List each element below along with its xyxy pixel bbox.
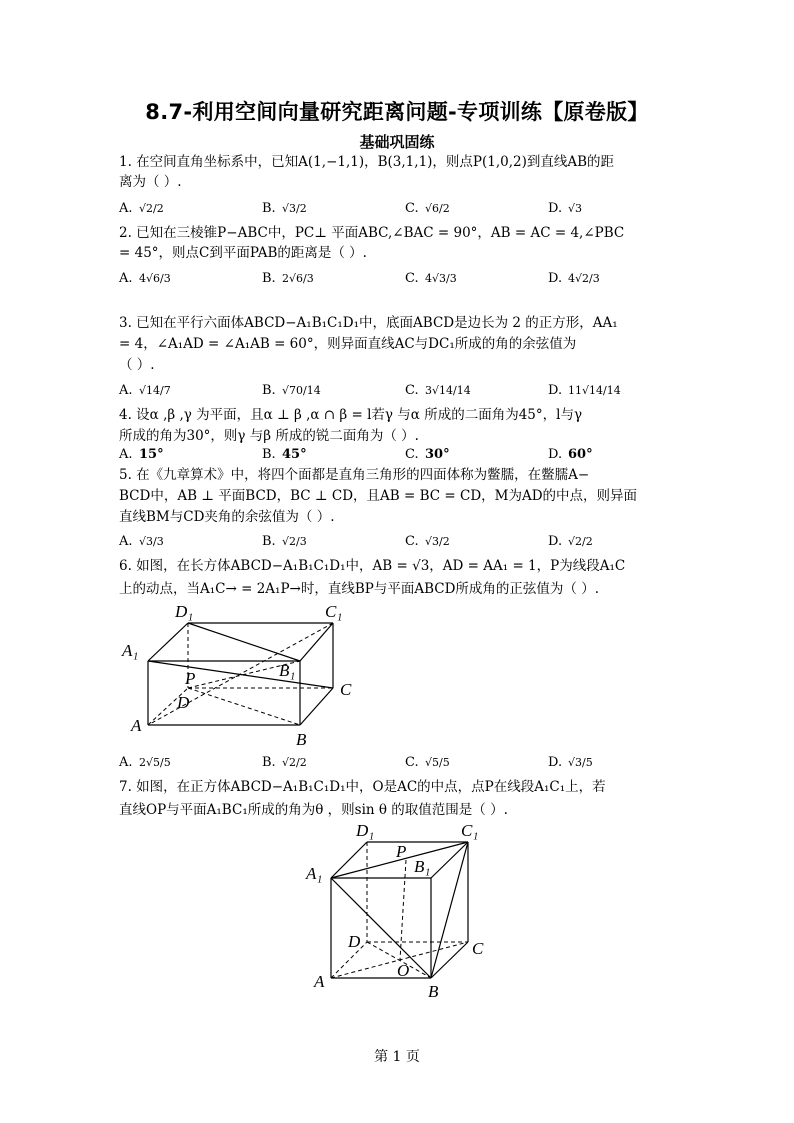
option-a[interactable]: A. 15° (119, 447, 164, 462)
option-b[interactable]: B. √2/2 (262, 755, 307, 770)
label-c: C (472, 939, 484, 958)
question-3-options (119, 380, 719, 404)
section-heading: 基础巩固练 (359, 133, 435, 151)
label-c1: C₁ (461, 821, 479, 840)
question-6-options (119, 752, 719, 776)
option-a[interactable]: A. √3/3 (119, 534, 164, 549)
option-d[interactable]: D. √3 (548, 201, 583, 216)
label-b: B (428, 982, 439, 1001)
option-b[interactable]: B. √3/2 (262, 201, 307, 216)
label-a: A (131, 716, 142, 735)
question-4-line-2: 所成的角为30°，则γ 与β 所成的锐二面角为（ ）. (119, 428, 419, 444)
page-title: 8.7-利用空间向量研究距离问题-专项训练【原卷版】 (145, 100, 649, 124)
option-a[interactable]: A. 4√6/3 (119, 271, 171, 286)
option-d[interactable]: D. √3/5 (548, 755, 593, 770)
figure-6-svg (119, 598, 369, 748)
figure-7-svg (300, 815, 500, 1005)
option-b[interactable]: B. 2√6/3 (262, 271, 314, 286)
question-3-line-3: （ ）. (119, 357, 155, 373)
question-7-line-1: 7. 如图，在正方体ABCD−A₁B₁C₁D₁中，O是AC的中点，点P在线段A₁C₁上，若 (119, 779, 606, 795)
option-d[interactable]: D. 11√14/14 (548, 383, 621, 398)
label-b1: B₁ (279, 661, 296, 680)
question-5-line-1: 5. 在《九章算术》中，将四个面都是直角三角形的四面体称为鳖臑，在鳖臑A− (119, 467, 590, 483)
question-3-line-2: = 4，∠A₁AD = ∠A₁AB = 60°，则异面直线AC与DC₁所成的角的余弦值为 (119, 336, 577, 352)
question-4-options (119, 444, 719, 468)
label-d: D (177, 693, 190, 712)
figure-6-cuboid (119, 598, 369, 748)
label-o: O (397, 961, 410, 980)
question-5-options (119, 531, 719, 555)
option-d[interactable]: D. 60° (548, 447, 593, 462)
option-c[interactable]: C. 3√14/14 (405, 383, 471, 398)
question-6-line-2: 上的动点，当A₁C→ = 2A₁P→时，直线BP与平面ABCD所成角的正弦值为（ ）. (119, 581, 600, 597)
option-b[interactable]: B. √70/14 (262, 383, 321, 398)
question-5-line-3: 直线BM与CD夹角的余弦值为（ ）. (119, 509, 335, 525)
question-1-line-2: 离为（ ）. (119, 174, 182, 190)
option-d[interactable]: D. 4√2/3 (548, 271, 600, 286)
option-a[interactable]: A. √14/7 (119, 383, 171, 398)
question-1-options (119, 198, 719, 222)
label-c1: C₁ (325, 602, 343, 621)
option-b[interactable]: B. √2/3 (262, 534, 307, 549)
label-d1: D₁ (175, 602, 194, 621)
question-2-line-2: = 45°，则点C到平面PAB的距离是（ ）. (119, 245, 367, 261)
option-c[interactable]: C. 4√3/3 (405, 271, 457, 286)
figure-7-cube (300, 815, 500, 1005)
label-d1: D₁ (356, 821, 375, 840)
question-2-line-1: 2. 已知在三棱锥P−ABC中，PC⊥ 平面ABC,∠BAC = 90°，AB = AC = 4,∠PBC (119, 225, 625, 241)
option-b[interactable]: B. 45° (262, 447, 307, 462)
label-c: C (340, 680, 352, 699)
label-a: A (314, 972, 325, 991)
question-5-line-2: BCD中，AB ⊥ 平面BCD，BC ⊥ CD，且AB = BC = CD，M为AD的中点，则异面 (119, 488, 638, 504)
label-b: B (296, 730, 307, 748)
question-7-line-2: 直线OP与平面A₁BC₁所成的角为θ ，则sin θ 的取值范围是（ ）. (119, 802, 508, 818)
option-c[interactable]: C. √6/2 (405, 201, 450, 216)
question-4-line-1: 4. 设α ,β ,γ 为平面，且α ⊥ β ,α ∩ β = l若γ 与α 所成的二面角为45°，l与γ (119, 407, 583, 423)
label-p: P (396, 842, 407, 861)
option-d[interactable]: D. √2/2 (548, 534, 593, 549)
question-3-line-1: 3. 已知在平行六面体ABCD−A₁B₁C₁D₁中，底面ABCD是边长为 2 的正方形，AA₁ (119, 315, 618, 331)
question-6-line-1: 6. 如图，在长方体ABCD−A₁B₁C₁D₁中，AB = √3，AD = AA₁ = 1，P为线段A₁C (119, 558, 626, 574)
label-b1: B₁ (414, 857, 431, 876)
question-1-line-1: 1. 在空间直角坐标系中，已知A(1,−1,1)，B(3,1,1)，则点P(1,0,2)到直线AB的距 (119, 154, 615, 170)
option-c[interactable]: C. √3/2 (405, 534, 450, 549)
question-2-options (119, 268, 719, 292)
option-c[interactable]: C. √5/5 (405, 755, 450, 770)
label-a1: A₁ (306, 864, 323, 883)
option-c[interactable]: C. 30° (405, 447, 450, 462)
option-a[interactable]: A. 2√5/5 (119, 755, 171, 770)
label-a1: A₁ (122, 641, 139, 660)
option-a[interactable]: A. √2/2 (119, 201, 164, 216)
page-footer: 第 1 页 (374, 1049, 420, 1065)
label-d: D (348, 932, 361, 951)
label-p: P (185, 669, 196, 688)
